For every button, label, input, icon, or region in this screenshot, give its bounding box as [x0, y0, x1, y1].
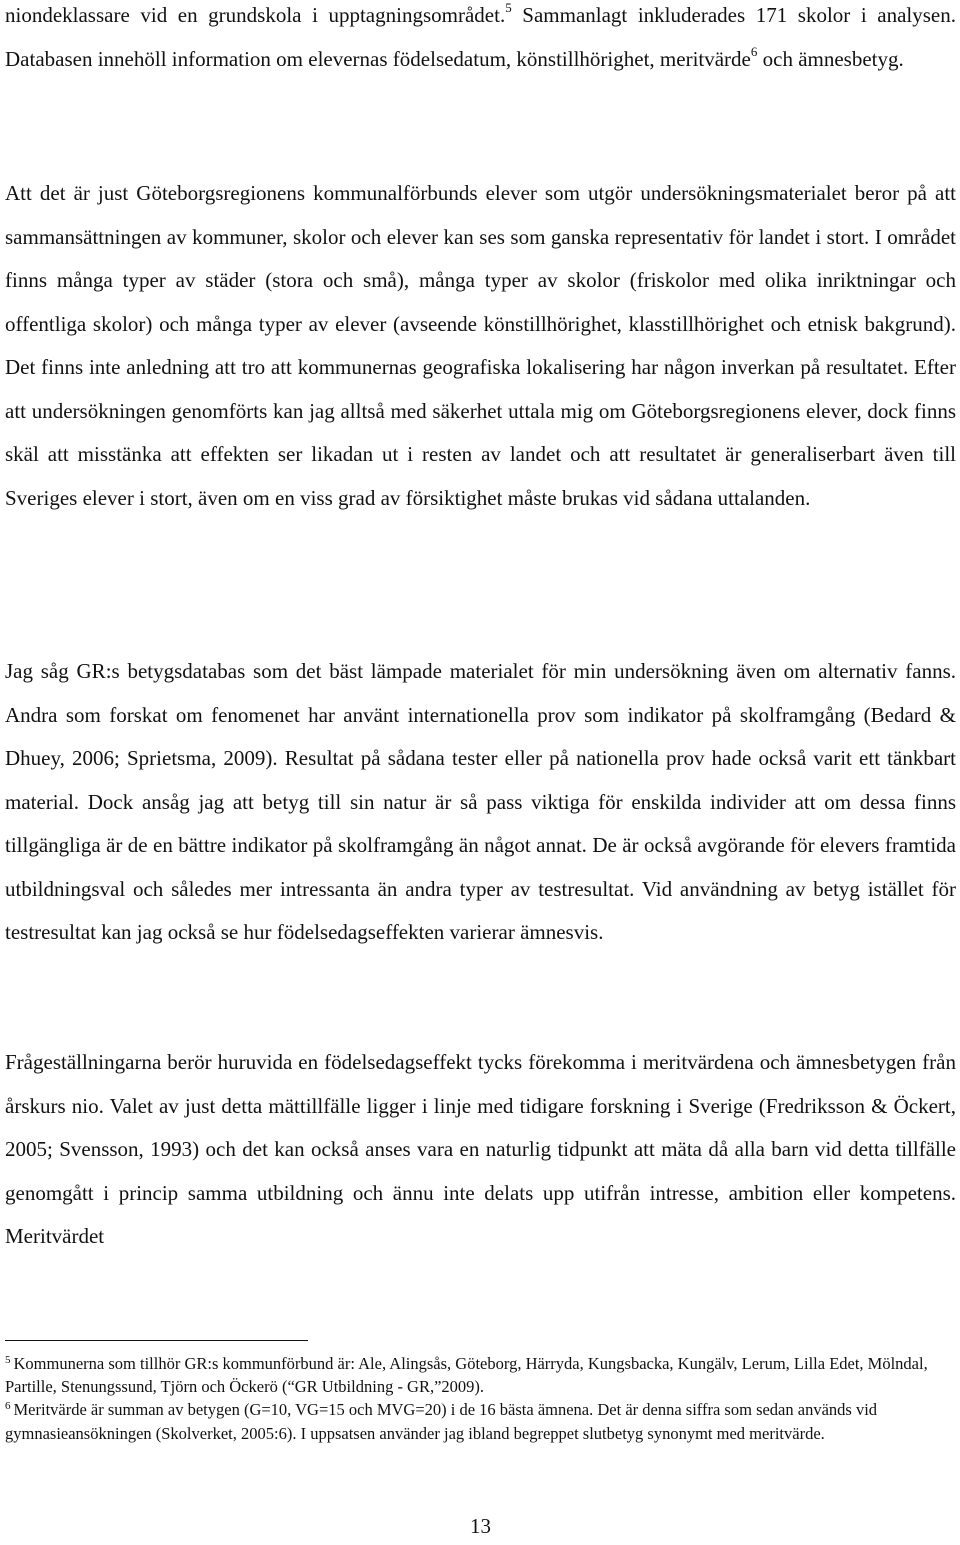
- footnote-separator: [5, 1340, 308, 1341]
- paragraph-continued: [5, 0, 956, 81]
- footnote-text: Meritvärde är summan av betygen (G=10, VG=15 och MVG=20) i de 16 bästa ämnena. Det är denna siffra som sedan används vid gymnasieansökningen (Skolverket, 2005:6). I uppsatsen använder jag ibland begreppet slutbetyg synonymt med meritvärde.: [5, 1400, 878, 1443]
- footnote-reference[interactable]: 6: [750, 43, 758, 59]
- footnote-text: Kommunerna som tillhör GR:s kommunförbund är: Ale, Alingsås, Göteborg, Härryda, Kungsbacka, Kungälv, Lerum, Lilla Edet, Mölndal, Partille, Stenungssund, Tjörn och Öckerö (“GR Utbildning - GR,”2009).: [5, 1354, 928, 1397]
- footnotes: [5, 1352, 956, 1445]
- footnote-reference[interactable]: 5: [505, 0, 512, 15]
- paragraph-text: Sammanlagt inkluderades 171 skolor i analysen. Databasen innehöll information om elevernas födelsedatum, könstillhörighet, meritvärde: [5, 3, 956, 71]
- footnote-number: 6: [5, 1399, 11, 1412]
- paragraph-research-questions: Frågeställningarna berör huruvida en födelsedagseffekt tycks förekomma i meritvärdena och ämnesbetygen från årskurs nio. Valet av just detta mättillfälle ligger i linje med tidigare forskning i Sverige (Fredriksson & Öckert, 2005; Svensson, 1993) och det kan också anses vara en naturlig tidpunkt att mäta då alla barn vid detta tillfälle genomgått i princip samma utbildning och ännu inte delats upp utifrån intresse, ambition eller kompetens. Meritvärdet: [5, 1050, 956, 1248]
- document-page: [5, 0, 956, 1545]
- footnote: [5, 1398, 956, 1444]
- page-number: 13: [470, 1514, 491, 1538]
- footnote-number: 5: [5, 1353, 11, 1366]
- paragraph-text: och ämnesbetyg.: [757, 46, 904, 71]
- paragraph-text: niondeklassare vid en grundskola i upptagningsområdet.: [5, 3, 506, 27]
- paragraph-material-choice: Jag såg GR:s betygsdatabas som det bäst lämpade materialet för min undersökning även om alternativ fanns. Andra som forskat om fenomenet har använt internationella prov som indikator på skolframgång (Bedard & Dhuey, 2006; Sprietsma, 2009). Resultat på sådana tester eller på nationella prov hade också varit ett tänkbart material. Dock ansåg jag att betyg till sin natur är så pass viktiga för enskilda individer att om dessa finns tillgängliga är de en bättre indikator på skolframgång än något annat. De är också avgörande för elevers framtida utbildningsval och således mer intressanta än andra typer av testresultat. Vid användning av betyg istället för testresultat kan jag också se hur födelsedagseffekten varierar ämnesvis.: [5, 659, 956, 944]
- paragraph-representativeness: Att det är just Göteborgsregionens kommunalförbunds elever som utgör undersökningsmaterialet beror på att sammansättningen av kommuner, skolor och elever kan ses som ganska representativ för landet i stort. I området finns många typer av städer (stora och små), många typer av skolor (friskolor med olika inriktningar och offentliga skolor) och många typer av elever (avseende könstillhörighet, klasstillhörighet och etnisk bakgrund). Det finns inte anledning att tro att kommunernas geografiska lokalisering har någon inverkan på resultatet. Efter att undersökningen genomförts kan jag alltså med säkerhet uttala mig om Göteborgsregionens elever, dock finns skäl att misstänka att effekten ser likadan ut i resten av landet och att resultatet är generaliserbart även till Sveriges elever i stort, även om en viss grad av försiktighet måste brukas vid sådana uttalanden.: [5, 181, 956, 510]
- footnote: [5, 1352, 956, 1398]
